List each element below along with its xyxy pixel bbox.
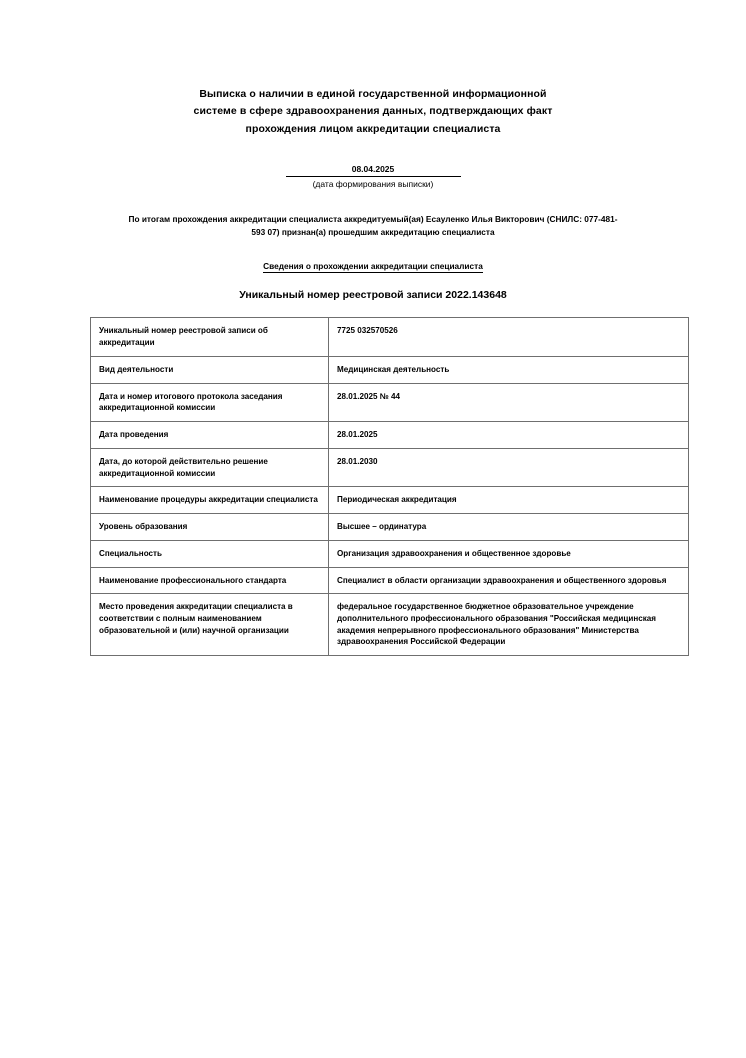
table-row xyxy=(91,383,689,421)
table-cell-value: 7725 032570526 xyxy=(329,318,689,356)
table-cell-value: Организация здравоохранения и общественное здоровье xyxy=(329,540,689,567)
page-title-line-1: Выписка о наличии в единой государственной информационной xyxy=(199,88,547,100)
accreditation-info-table xyxy=(90,317,689,656)
table-cell-label: Дата и номер итогового протокола заседания аккредитационной комиссии xyxy=(91,383,329,421)
table-cell-value: 28.01.2030 xyxy=(329,448,689,486)
table-row xyxy=(91,448,689,486)
page-title-line-3: прохождения лицом аккредитации специалиста xyxy=(245,122,501,135)
formation-date-inner xyxy=(286,164,461,189)
table-row xyxy=(91,318,689,356)
table-cell-label: Уровень образования xyxy=(91,514,329,541)
registry-number: Уникальный номер реестровой записи 2022.143648 xyxy=(239,289,507,302)
formation-date-value: 08.04.2025 xyxy=(286,164,461,177)
formation-date-caption: (дата формирования выписки) xyxy=(312,178,434,189)
table-cell-value: Высшее – ординатура xyxy=(329,514,689,541)
table-cell-label: Место проведения аккредитации специалиста в соответствии с полным наименованием образовательной и (или) научной организации xyxy=(91,594,329,656)
page-title xyxy=(90,86,656,138)
table-cell-label: Уникальный номер реестровой записи об аккредитации xyxy=(91,318,329,356)
table-cell-label: Наименование процедуры аккредитации специалиста xyxy=(91,487,329,514)
table-row xyxy=(91,514,689,541)
section-heading-text: Сведения о прохождении аккредитации специалиста xyxy=(263,261,483,272)
table-cell-value: 28.01.2025 № 44 xyxy=(329,383,689,421)
table-row xyxy=(91,567,689,594)
formation-date-block xyxy=(90,164,656,189)
table-cell-label: Дата, до которой действительно решение аккредитационной комиссии xyxy=(91,448,329,486)
table-row xyxy=(91,487,689,514)
page-title-line-2: системе в сфере здравоохранения данных, подтверждающих факт xyxy=(193,105,553,118)
intro-paragraph xyxy=(90,213,656,240)
intro-line-2: 593 07) признан(а) прошедшим аккредитацию специалиста xyxy=(251,227,495,238)
table-cell-label: Вид деятельности xyxy=(91,356,329,383)
intro-line-1: По итогам прохождения аккредитации специалиста аккредитуемый(ая) Есауленко Илья Викторович (СНИЛС: 077-481- xyxy=(128,213,618,224)
table-row xyxy=(91,540,689,567)
table-cell-value: 28.01.2025 xyxy=(329,422,689,449)
table-cell-value: Периодическая аккредитация xyxy=(329,487,689,514)
section-heading xyxy=(90,261,656,271)
table-cell-label: Наименование профессионального стандарта xyxy=(91,567,329,594)
table-row xyxy=(91,422,689,449)
table-cell-label: Специальность xyxy=(91,540,329,567)
table-row xyxy=(91,356,689,383)
table-row xyxy=(91,594,689,656)
table-cell-value: Специалист в области организации здравоохранения и общественного здоровья xyxy=(329,567,689,594)
table-cell-value: Медицинская деятельность xyxy=(329,356,689,383)
table-cell-value: федеральное государственное бюджетное образовательное учреждение дополнительного профессионального образования "Российская медицинская академия непрерывного профессионального образования" Министерства здравоохранения Российской Федерации xyxy=(329,594,689,656)
table-cell-label: Дата проведения xyxy=(91,422,329,449)
document-content xyxy=(90,86,667,656)
